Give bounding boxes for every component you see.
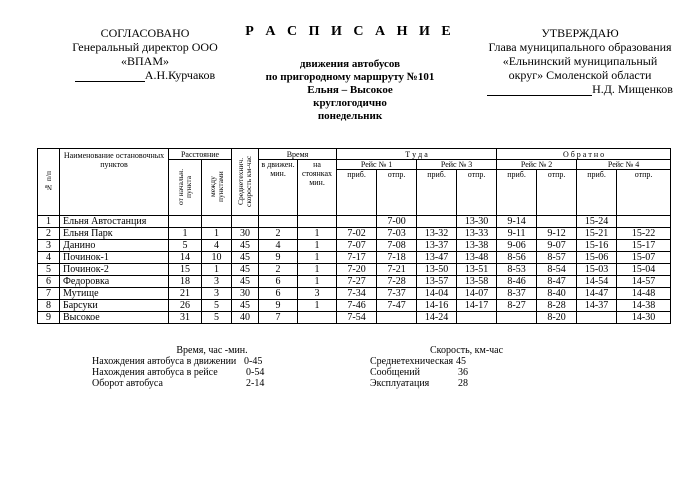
header-stop-name: Наименование остановочных пунктов <box>60 149 169 216</box>
dist-between: 10 <box>202 252 232 264</box>
table-row <box>38 216 671 228</box>
trip2-arrival: 8-56 <box>497 252 537 264</box>
speed-summary <box>370 345 530 389</box>
trip1-arrival: 7-46 <box>337 300 377 312</box>
table-row <box>38 288 671 300</box>
stop-name: Данино <box>60 240 169 252</box>
speed-summary-row <box>370 356 530 367</box>
trip3-arrival: 14-04 <box>417 288 457 300</box>
dist-from-start: 18 <box>169 276 202 288</box>
speed: 45 <box>232 300 259 312</box>
summary-value: 45 <box>456 356 466 367</box>
header-trip-4: Рейс № 4 <box>577 160 671 170</box>
approval-signature: А.Н.Курчаков <box>144 68 216 82</box>
dist-from-start: 14 <box>169 252 202 264</box>
speed-summary-header: Скорость, км-час <box>430 345 504 356</box>
subtitle-line-3: Ельня – Высокое <box>307 84 393 96</box>
summary-label: Нахождения автобуса в движении <box>92 356 237 367</box>
trip2-departure: 8-20 <box>537 312 577 324</box>
speed: 40 <box>232 312 259 324</box>
trip1-arrival: 7-02 <box>337 228 377 240</box>
trip4-departure: 14-48 <box>617 288 671 300</box>
header-departure: отпр. <box>457 170 497 216</box>
speed-summary-row <box>370 378 530 389</box>
approval-line-1: Генеральный директор ООО <box>72 40 218 54</box>
row-num: 7 <box>38 288 60 300</box>
speed <box>232 216 259 228</box>
stop-name: Высокое <box>60 312 169 324</box>
table-row <box>38 264 671 276</box>
trip1-arrival: 7-07 <box>337 240 377 252</box>
trip3-arrival: 14-16 <box>417 300 457 312</box>
trip1-departure: 7-21 <box>377 264 417 276</box>
dist-from-start: 15 <box>169 264 202 276</box>
subtitle-line-5: понедельник <box>317 110 383 122</box>
dist-from-start <box>169 216 202 228</box>
confirm-header: УТВЕРЖДАЮ <box>541 26 619 40</box>
trip1-departure: 7-28 <box>377 276 417 288</box>
approval-signature-row <box>40 68 250 82</box>
trip3-arrival: 13-32 <box>417 228 457 240</box>
trip1-arrival: 7-20 <box>337 264 377 276</box>
header-direction-there: Т у д а <box>337 149 497 160</box>
trip3-departure: 14-17 <box>457 300 497 312</box>
subtitle-line-1: движения автобусов <box>299 58 401 70</box>
trip4-arrival: 15-03 <box>577 264 617 276</box>
summary-value: 28 <box>458 378 468 389</box>
confirm-line-1: Глава муниципального образования <box>488 40 672 54</box>
time-summary <box>92 345 292 389</box>
trip4-arrival: 14-37 <box>577 300 617 312</box>
approval-block-right <box>470 26 690 96</box>
approval-header: СОГЛАСОВАНО <box>100 26 190 40</box>
stop-name: Барсуки <box>60 300 169 312</box>
time-stops <box>298 312 337 324</box>
trip4-departure: 15-22 <box>617 228 671 240</box>
time-summary-row <box>92 356 292 367</box>
time-moving: 9 <box>259 300 298 312</box>
trip4-departure <box>617 216 671 228</box>
trip4-departure: 15-07 <box>617 252 671 264</box>
table-row <box>38 276 671 288</box>
header-arrival: приб. <box>497 170 537 216</box>
trip1-arrival: 7-17 <box>337 252 377 264</box>
stop-name: Починок-1 <box>60 252 169 264</box>
approval-block-left <box>40 26 250 82</box>
trip1-arrival: 7-34 <box>337 288 377 300</box>
trip2-departure <box>537 216 577 228</box>
header-time-moving: в движен. мин. <box>259 160 298 216</box>
dist-from-start: 5 <box>169 240 202 252</box>
summary-label: Эксплуатация <box>370 378 430 389</box>
trip3-departure: 13-48 <box>457 252 497 264</box>
dist-between: 4 <box>202 240 232 252</box>
trip3-departure <box>457 312 497 324</box>
signature-line <box>487 95 592 96</box>
stop-name: Ельня Автостанция <box>60 216 169 228</box>
trip4-departure: 15-17 <box>617 240 671 252</box>
header-trip-1: Рейс № 1 <box>337 160 417 170</box>
stop-name: Мутище <box>60 288 169 300</box>
time-stops: 3 <box>298 288 337 300</box>
stop-name: Ельня Парк <box>60 228 169 240</box>
trip3-arrival <box>417 216 457 228</box>
table-row <box>38 312 671 324</box>
dist-from-start: 21 <box>169 288 202 300</box>
subtitle-line-4: круглогодично <box>313 97 387 109</box>
time-stops: 1 <box>298 264 337 276</box>
time-moving: 9 <box>259 252 298 264</box>
trip2-departure: 8-57 <box>537 252 577 264</box>
dist-from-start: 1 <box>169 228 202 240</box>
time-moving: 6 <box>259 276 298 288</box>
trip1-departure: 7-00 <box>377 216 417 228</box>
trip4-departure: 14-57 <box>617 276 671 288</box>
time-moving <box>259 216 298 228</box>
trip3-arrival: 13-37 <box>417 240 457 252</box>
trip3-departure: 13-58 <box>457 276 497 288</box>
trip3-departure: 13-33 <box>457 228 497 240</box>
trip1-arrival: 7-27 <box>337 276 377 288</box>
time-stops <box>298 216 337 228</box>
time-stops: 1 <box>298 300 337 312</box>
trip1-departure: 7-37 <box>377 288 417 300</box>
summary-value: 0-54 <box>246 367 265 378</box>
time-stops: 1 <box>298 252 337 264</box>
time-stops: 1 <box>298 228 337 240</box>
time-moving: 6 <box>259 288 298 300</box>
summary-value: 36 <box>458 367 468 378</box>
trip1-arrival <box>337 216 377 228</box>
trip2-departure: 8-40 <box>537 288 577 300</box>
speed: 30 <box>232 228 259 240</box>
table-row <box>38 228 671 240</box>
header-arrival: приб. <box>417 170 457 216</box>
trip3-arrival: 13-57 <box>417 276 457 288</box>
trip3-arrival: 13-47 <box>417 252 457 264</box>
confirm-signature-row <box>470 82 690 96</box>
signature-line <box>75 81 145 82</box>
time-stops: 1 <box>298 240 337 252</box>
trip2-departure: 9-07 <box>537 240 577 252</box>
row-num: 9 <box>38 312 60 324</box>
header-departure: отпр. <box>617 170 671 216</box>
dist-between: 1 <box>202 264 232 276</box>
speed: 45 <box>232 264 259 276</box>
table-row <box>38 240 671 252</box>
row-num: 3 <box>38 240 60 252</box>
confirm-line-2: «Ельнинский муниципальный <box>502 54 658 68</box>
approval-line-2: «ВПАМ» <box>120 54 169 68</box>
trip3-departure: 13-30 <box>457 216 497 228</box>
schedule-table <box>37 148 671 324</box>
summary-label: Оборот автобуса <box>92 378 163 389</box>
header-time-stops: на стоянках мин. <box>298 160 337 216</box>
trip2-departure: 8-28 <box>537 300 577 312</box>
dist-between: 3 <box>202 276 232 288</box>
dist-between: 3 <box>202 288 232 300</box>
time-moving: 7 <box>259 312 298 324</box>
trip4-arrival: 14-47 <box>577 288 617 300</box>
trip1-departure: 7-03 <box>377 228 417 240</box>
header-departure: отпр. <box>537 170 577 216</box>
time-stops: 1 <box>298 276 337 288</box>
trip4-arrival: 15-16 <box>577 240 617 252</box>
speed: 45 <box>232 276 259 288</box>
stop-name: Починок-2 <box>60 264 169 276</box>
trip4-arrival <box>577 312 617 324</box>
trip2-arrival: 8-46 <box>497 276 537 288</box>
header-departure: отпр. <box>377 170 417 216</box>
speed: 45 <box>232 252 259 264</box>
trip2-arrival: 8-53 <box>497 264 537 276</box>
speed: 30 <box>232 288 259 300</box>
table-row <box>38 252 671 264</box>
header-distance: Расстояние <box>169 149 232 160</box>
trip3-arrival: 14-24 <box>417 312 457 324</box>
trip4-arrival: 15-24 <box>577 216 617 228</box>
time-summary-row <box>92 378 292 389</box>
trip4-arrival: 15-06 <box>577 252 617 264</box>
trip4-departure: 14-30 <box>617 312 671 324</box>
header-num: № п/п <box>38 149 60 216</box>
trip1-departure: 7-18 <box>377 252 417 264</box>
trip3-departure: 13-38 <box>457 240 497 252</box>
trip3-arrival: 13-50 <box>417 264 457 276</box>
header-trip-3: Рейс № 3 <box>417 160 497 170</box>
summary-label: Среднетехническая <box>370 356 454 367</box>
dist-between: 5 <box>202 300 232 312</box>
trip1-departure: 7-47 <box>377 300 417 312</box>
time-moving: 2 <box>259 228 298 240</box>
time-moving: 2 <box>259 264 298 276</box>
summary-value: 2-14 <box>246 378 265 389</box>
summary-label: Сообщений <box>370 367 420 378</box>
header-dist-from-start: от начальн. пункта <box>169 160 202 216</box>
confirm-line-3: округ» Смоленской области <box>508 68 652 82</box>
trip1-departure: 7-08 <box>377 240 417 252</box>
dist-between: 1 <box>202 228 232 240</box>
trip2-arrival <box>497 312 537 324</box>
trip1-arrival: 7-54 <box>337 312 377 324</box>
header-arrival: приб. <box>337 170 377 216</box>
page-title: Р А С П И С А Н И Е <box>245 24 455 39</box>
trip2-departure: 8-47 <box>537 276 577 288</box>
schedule-subtitle <box>230 58 470 123</box>
time-summary-row <box>92 367 292 378</box>
trip1-departure <box>377 312 417 324</box>
time-summary-header: Время, час -мин. <box>176 345 248 356</box>
header-arrival: приб. <box>577 170 617 216</box>
header-time: Время <box>259 149 337 160</box>
trip2-arrival: 9-14 <box>497 216 537 228</box>
summary-label: Нахождения автобуса в рейсе <box>92 367 218 378</box>
trip4-departure: 14-38 <box>617 300 671 312</box>
trip4-departure: 15-04 <box>617 264 671 276</box>
speed-summary-row <box>370 367 530 378</box>
trip2-arrival: 9-06 <box>497 240 537 252</box>
trip4-arrival: 15-21 <box>577 228 617 240</box>
row-num: 2 <box>38 228 60 240</box>
dist-between <box>202 216 232 228</box>
header-trip-2: Рейс № 2 <box>497 160 577 170</box>
header-dist-between: между пунктами <box>202 160 232 216</box>
time-moving: 4 <box>259 240 298 252</box>
speed: 45 <box>232 240 259 252</box>
dist-between: 5 <box>202 312 232 324</box>
row-num: 5 <box>38 264 60 276</box>
row-num: 8 <box>38 300 60 312</box>
trip2-arrival: 8-37 <box>497 288 537 300</box>
row-num: 4 <box>38 252 60 264</box>
header-direction-back: О б р а т н о <box>497 149 671 160</box>
trip3-departure: 13-51 <box>457 264 497 276</box>
trip2-departure: 8-54 <box>537 264 577 276</box>
table-row <box>38 300 671 312</box>
subtitle-line-2: по пригородному маршруту №101 <box>265 71 435 83</box>
header-speed: Среднетехнич. скорость км-час <box>232 149 259 216</box>
trip4-arrival: 14-54 <box>577 276 617 288</box>
trip2-departure: 9-12 <box>537 228 577 240</box>
summary-value: 0-45 <box>244 356 263 367</box>
trip2-arrival: 9-11 <box>497 228 537 240</box>
trip3-departure: 14-07 <box>457 288 497 300</box>
confirm-signature: Н.Д. Мищенков <box>592 82 673 96</box>
dist-from-start: 31 <box>169 312 202 324</box>
row-num: 1 <box>38 216 60 228</box>
trip2-arrival: 8-27 <box>497 300 537 312</box>
dist-from-start: 26 <box>169 300 202 312</box>
row-num: 6 <box>38 276 60 288</box>
stop-name: Федоровка <box>60 276 169 288</box>
